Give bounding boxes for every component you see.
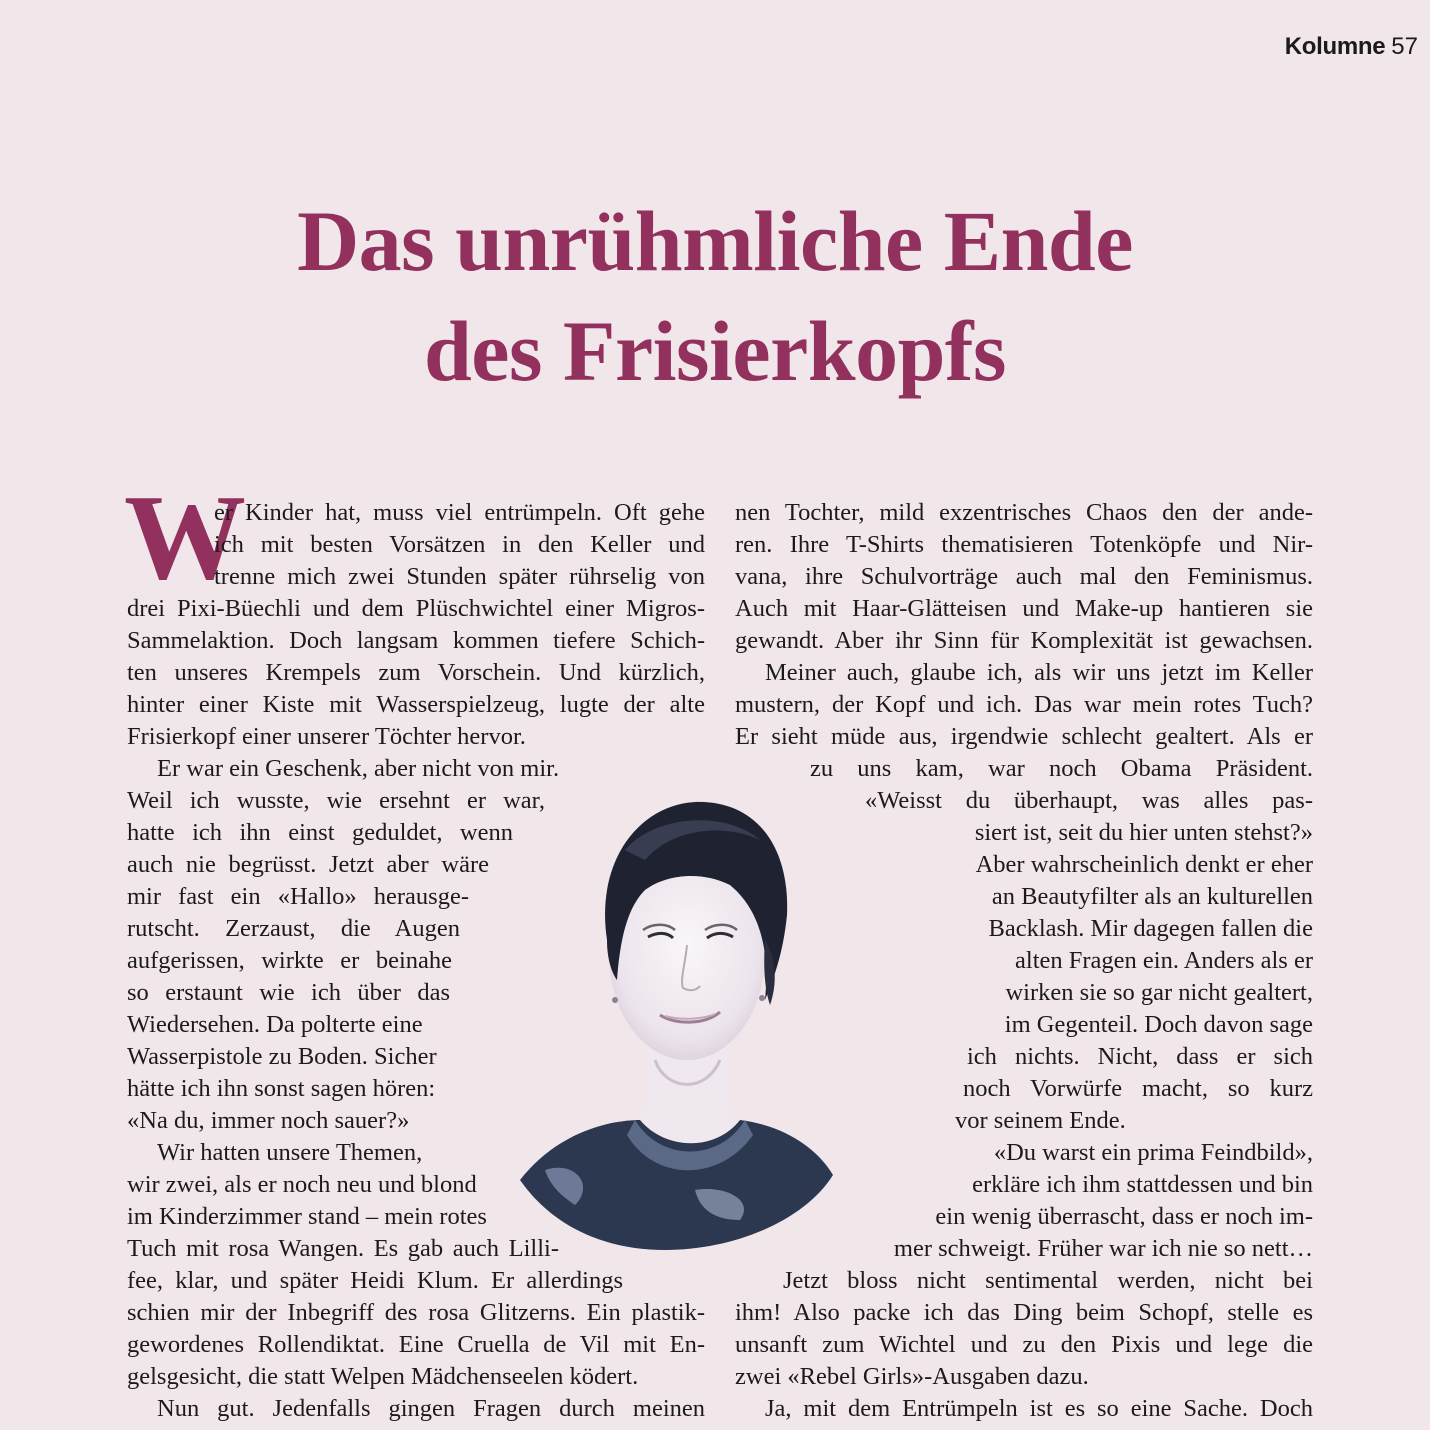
text-line: «Weisst du überhaupt, was alles pas- (865, 787, 1313, 814)
text-line: ein wenig überrascht, dass er noch im- (935, 1203, 1313, 1230)
text-line: fee, klar, und später Heidi Klum. Er allerdings (127, 1267, 623, 1294)
text-line: unsanft zum Wichtel und zu den Pixis und lege die (735, 1331, 1313, 1358)
text-line: im Kinderzimmer stand – mein rotes (127, 1203, 487, 1230)
text-line: hinter einer Kiste mit Wasserspielzeug, lugte der alte (127, 691, 705, 718)
text-line: ten unseres Krempels zum Vorschein. Und kürzlich, (127, 659, 705, 686)
headline-line-2: des Frisierkopfs (423, 303, 1007, 399)
text-line: noch Vorwürfe macht, so kurz (963, 1075, 1313, 1102)
text-line: «Du warst ein prima Feindbild», (993, 1139, 1313, 1166)
headline (0, 186, 1430, 406)
text-line: alten Fragen ein. Anders als er (1015, 947, 1313, 974)
text-line: aufgerissen, wirkte er beinahe (127, 947, 452, 974)
running-header (1285, 33, 1418, 61)
text-line: Tuch mit rosa Wangen. Es gab auch Lilli- (127, 1235, 559, 1262)
text-line: Er war ein Geschenk, aber nicht von mir. (157, 755, 560, 782)
text-line: Auch mit Haar-Glätteisen und Make-up hantieren sie (735, 595, 1313, 622)
text-line: Backlash. Mir dagegen fallen die (988, 915, 1313, 942)
text-line: ich mit besten Vorsätzen in den Keller und (214, 531, 705, 558)
text-line: Nun gut. Jedenfalls gingen Fragen durch meinen (157, 1395, 705, 1422)
text-line: siert ist, seit du hier unten stehst?» (974, 819, 1313, 846)
text-line: Aber wahrscheinlich denkt er eher (975, 851, 1313, 878)
text-line: «Na du, immer noch sauer?» (127, 1107, 410, 1134)
text-line: ihm! Also packe ich das Ding beim Schopf, stelle es (735, 1299, 1313, 1326)
page-number: 57 (1391, 33, 1418, 60)
text-line: zu uns kam, war noch Obama Präsident. (810, 755, 1313, 782)
text-line: im Gegenteil. Doch davon sage (1004, 1011, 1313, 1038)
text-line: an Beautyfilter als an kulturellen (991, 883, 1313, 910)
text-line: auch nie begrüsst. Jetzt aber wäre (127, 851, 489, 878)
text-line: erkläre ich ihm stattdessen und bin (972, 1171, 1313, 1198)
text-column-left (127, 497, 705, 1425)
text-line: nen Tochter, mild exzentrisches Chaos den der ande- (735, 499, 1313, 526)
text-line: ren. Ihre T-Shirts thematisieren Totenköpfe und Nir- (735, 531, 1313, 558)
headline-line-1: Das unrühmliche Ende (297, 193, 1133, 289)
text-line: Wiedersehen. Da polterte eine (127, 1011, 423, 1038)
text-line: so erstaunt wie ich über das (127, 979, 450, 1006)
text-line: rutscht. Zerzaust, die Augen (127, 915, 460, 942)
text-line: ich nichts. Nicht, dass er sich (967, 1043, 1313, 1070)
text-line: hätte ich ihn sonst sagen hören: (127, 1075, 436, 1102)
text-line: trenne mich zwei Stunden später rührselig von (214, 563, 705, 590)
text-line: schien mir der Inbegriff des rosa Glitzerns. Ein plastik- (127, 1299, 705, 1326)
text-line: Weil ich wusste, wie ersehnt er war, (127, 787, 545, 814)
text-line: er Kinder hat, muss viel entrümpeln. Oft gehe (214, 499, 705, 526)
text-line: mir fast ein «Hallo» herausge- (127, 883, 469, 910)
text-line: Er sieht müde aus, irgendwie schlecht gealtert. Als er (735, 723, 1313, 750)
drop-cap: W (124, 470, 246, 605)
text-line: Frisierkopf einer unserer Töchter hervor. (127, 723, 526, 750)
text-line: Jetzt bloss nicht sentimental werden, nicht bei (783, 1267, 1313, 1294)
section-label: Kolumne (1284, 33, 1386, 60)
text-line: Sammelaktion. Doch langsam kommen tiefere Schich- (127, 627, 705, 654)
text-line: hatte ich ihn einst geduldet, wenn (127, 819, 513, 846)
text-line: zwei «Rebel Girls»-Ausgaben dazu. (735, 1363, 1089, 1390)
text-line: Wir hatten unsere Themen, (157, 1139, 423, 1166)
text-line: wirken sie so gar nicht gealtert, (1005, 979, 1313, 1006)
text-line: vana, ihre Schulvorträge auch mal den Feminismus. (735, 563, 1313, 590)
text-line: gelsgesicht, die statt Welpen Mädchenseelen ködert. (127, 1363, 639, 1390)
text-line: Ja, mit dem Entrümpeln ist es so eine Sache. Doch (765, 1395, 1313, 1422)
text-column-right (735, 497, 1313, 1425)
text-line: mustern, der Kopf und ich. Das war mein rotes Tuch? (735, 691, 1313, 718)
text-line: gewordenes Rollendiktat. Eine Cruella de Vil mit En- (127, 1331, 705, 1358)
text-line: Wasserpistole zu Boden. Sicher (127, 1043, 437, 1070)
text-line: vor seinem Ende. (955, 1107, 1126, 1134)
text-line: gewandt. Aber ihr Sinn für Komplexität ist gewachsen. (735, 627, 1313, 654)
text-line: mer schweigt. Früher war ich nie so nett… (893, 1235, 1313, 1262)
text-line: drei Pixi-Büechli und dem Plüschwichtel einer Migros- (127, 595, 705, 622)
text-line: Meiner auch, glaube ich, als wir uns jetzt im Keller (765, 659, 1313, 686)
text-line: wir zwei, als er noch neu und blond (127, 1171, 477, 1198)
